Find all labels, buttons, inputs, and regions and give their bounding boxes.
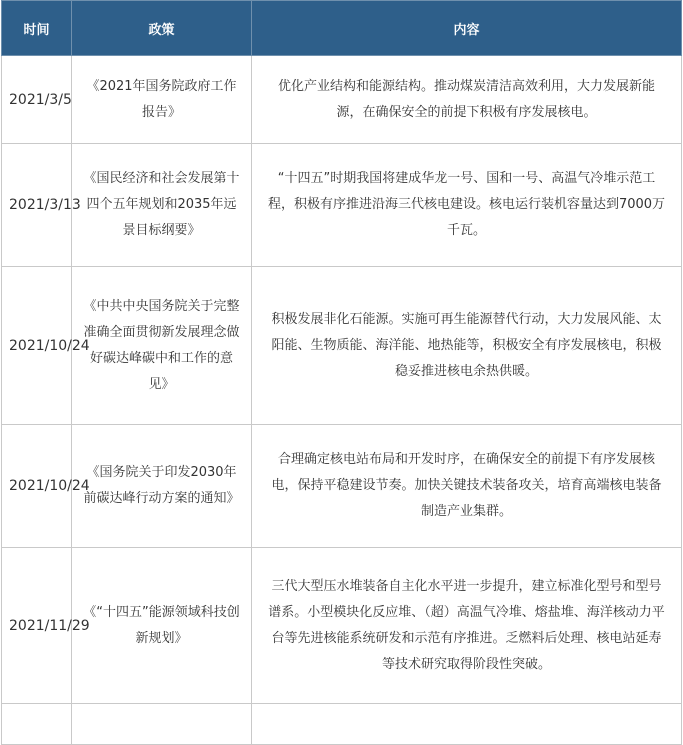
policy-cell: 《“十四五”能源领域科技创新规划》 <box>72 548 252 704</box>
table-row <box>2 425 682 548</box>
policy-cell: 《国民经济和社会发展第十四个五年规划和2035年远景目标纲要》 <box>72 144 252 267</box>
time-cell: 2021/3/13 <box>2 144 72 267</box>
policy-table <box>1 0 682 745</box>
content-cell: 积极发展非化石能源。实施可再生能源替代行动，大力发展风能、太阳能、生物质能、海洋能、地热能等，积极安全有序发展核电，积极稳妥推进核电余热供暖。 <box>252 267 682 425</box>
table-row <box>2 144 682 267</box>
header-content: 内容 <box>252 1 682 56</box>
table-row <box>2 267 682 425</box>
policy-cell: 《2021年国务院政府工作报告》 <box>72 56 252 144</box>
time-cell: 2021/3/5 <box>2 56 72 144</box>
content-cell: 三代大型压水堆装备自主化水平进一步提升，建立标准化型号和型号谱系。小型模块化反应堆、（超）高温气冷堆、熔盐堆、海洋核动力平台等先进核能系统研发和示范有序推进。乏燃料后处理、核电站延寿等技术研究取得阶段性突破。 <box>252 548 682 704</box>
content-cell: 优化产业结构和能源结构。推动煤炭清洁高效利用，大力发展新能源，在确保安全的前提下积极有序发展核电。 <box>252 56 682 144</box>
header-time: 时间 <box>2 1 72 56</box>
header-row <box>2 1 682 56</box>
time-cell: 2021/10/24 <box>2 425 72 548</box>
table-row <box>2 548 682 704</box>
table-header <box>2 1 682 56</box>
time-cell: 2021/10/24 <box>2 267 72 425</box>
content-cell: 合理确定核电站布局和开发时序，在确保安全的前提下有序发展核电，保持平稳建设节奏。加快关键技术装备攻关，培育高端核电装备制造产业集群。 <box>252 425 682 548</box>
table-row <box>2 56 682 144</box>
time-cell: 2021/11/29 <box>2 548 72 704</box>
policy-cell: 《国务院关于印发2030年前碳达峰行动方案的通知》 <box>72 425 252 548</box>
header-policy: 政策 <box>72 1 252 56</box>
table-body <box>2 56 682 745</box>
policy-cell: 《中共中央国务院关于完整准确全面贯彻新发展理念做好碳达峰碳中和工作的意见》 <box>72 267 252 425</box>
content-cell: “十四五”时期我国将建成华龙一号、国和一号、高温气冷堆示范工程，积极有序推进沿海三代核电建设。核电运行装机容量达到7000万千瓦。 <box>252 144 682 267</box>
